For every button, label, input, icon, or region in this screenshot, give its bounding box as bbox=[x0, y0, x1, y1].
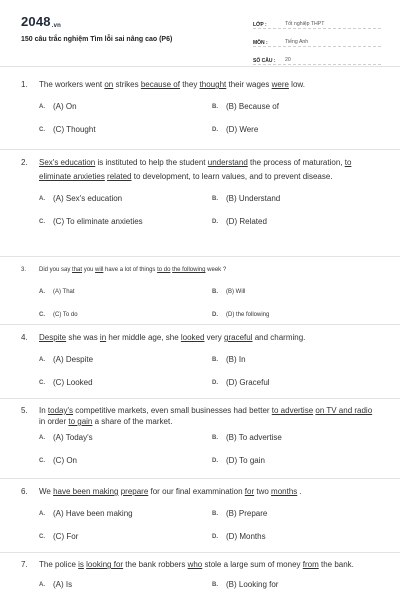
text-segment: The workers went bbox=[39, 80, 105, 89]
question-number: 3. bbox=[21, 267, 27, 273]
option-text: (B) Prepare bbox=[226, 509, 268, 518]
option-text: (D) Months bbox=[226, 532, 266, 541]
question-text bbox=[21, 331, 378, 345]
option-key: A. bbox=[39, 289, 45, 295]
option-text: (B) Looking for bbox=[226, 580, 279, 589]
option-key: A. bbox=[39, 511, 45, 517]
meta-subject-value: Tiếng Anh bbox=[285, 39, 309, 45]
question-number: 2. bbox=[21, 158, 28, 167]
text-segment: to development, to learn values, and to prevent disease. bbox=[131, 172, 333, 181]
option-d[interactable] bbox=[212, 456, 382, 466]
option-key: A. bbox=[39, 435, 45, 441]
underlined-segment: to gain bbox=[68, 417, 93, 426]
option-text: (A) On bbox=[53, 102, 77, 111]
question-text bbox=[21, 405, 378, 427]
underlined-segment: will bbox=[95, 267, 104, 273]
text-segment: in order bbox=[39, 417, 69, 426]
text-segment: We bbox=[39, 487, 54, 496]
question-text bbox=[21, 559, 378, 570]
option-key: C. bbox=[39, 127, 45, 133]
option-text: (C) To do bbox=[53, 312, 78, 318]
option-text: (D) Related bbox=[226, 217, 267, 226]
text-segment: she was bbox=[66, 333, 100, 342]
option-text: (C) Looked bbox=[53, 378, 93, 387]
option-key: C. bbox=[39, 219, 45, 225]
question-number: 1. bbox=[21, 80, 28, 89]
option-b[interactable] bbox=[212, 102, 382, 112]
option-list bbox=[39, 102, 378, 135]
underlined-segment: have been making bbox=[53, 487, 119, 496]
option-text: (B) Understand bbox=[226, 194, 281, 203]
option-list bbox=[39, 287, 378, 320]
question-1 bbox=[0, 78, 400, 150]
option-a[interactable] bbox=[39, 102, 212, 112]
meta-subject-label: MÔN : bbox=[253, 40, 268, 46]
option-b[interactable] bbox=[212, 287, 382, 297]
text-segment: the process of maturation, bbox=[247, 158, 345, 167]
underlined-segment: to eliminate anxieties bbox=[39, 158, 352, 181]
question-6 bbox=[0, 479, 400, 553]
underlined-segment: Sex's education bbox=[39, 158, 96, 167]
text-segment: two bbox=[254, 487, 272, 496]
option-key: A. bbox=[39, 104, 45, 110]
option-b[interactable] bbox=[212, 509, 382, 519]
option-d[interactable] bbox=[212, 217, 382, 227]
question-5 bbox=[0, 399, 400, 479]
option-text: (B) In bbox=[226, 355, 246, 364]
option-b[interactable] bbox=[212, 433, 382, 443]
option-key: A. bbox=[39, 357, 45, 363]
quiz-title: 150 câu trắc nghiệm Tìm lỗi sai nâng cao (P6) bbox=[21, 36, 173, 43]
option-key: D. bbox=[212, 534, 218, 540]
option-key: D. bbox=[212, 312, 218, 318]
question-body bbox=[39, 485, 378, 499]
option-text: (A) Is bbox=[53, 580, 73, 589]
option-text: (C) On bbox=[53, 456, 77, 465]
question-7 bbox=[0, 553, 400, 590]
underlined-segment: to do bbox=[157, 267, 171, 273]
option-text: (A) Despite bbox=[53, 355, 94, 364]
option-text: (A) Sex's education bbox=[53, 194, 123, 203]
question-number: 5. bbox=[21, 406, 28, 415]
option-text: (D) Graceful bbox=[226, 378, 270, 387]
option-key: B. bbox=[212, 196, 218, 202]
meta-subject-row bbox=[253, 32, 381, 47]
text-segment: is instituted to help the student bbox=[95, 158, 208, 167]
option-b[interactable] bbox=[212, 355, 382, 365]
question-number: 7. bbox=[21, 560, 28, 569]
option-list bbox=[39, 509, 378, 542]
option-d[interactable] bbox=[212, 532, 382, 542]
option-list bbox=[39, 194, 378, 227]
option-text: (C) Thought bbox=[53, 125, 96, 134]
text-segment: competitive markets, even small businesses had better bbox=[73, 406, 272, 415]
text-segment: a share of the market. bbox=[92, 417, 173, 426]
text-segment: her middle age, she bbox=[106, 333, 181, 342]
option-text: (B) Will bbox=[226, 289, 246, 295]
option-key: B. bbox=[212, 435, 218, 441]
underlined-segment: months bbox=[271, 487, 298, 496]
question-body bbox=[39, 559, 378, 570]
option-d[interactable] bbox=[212, 310, 382, 320]
text-segment: low. bbox=[288, 80, 305, 89]
question-number: 6. bbox=[21, 487, 28, 496]
text-segment: In bbox=[39, 406, 48, 415]
underlined-segment: for bbox=[244, 487, 255, 496]
option-key: B. bbox=[212, 104, 218, 110]
option-key: D. bbox=[212, 219, 218, 225]
underlined-segment: thought bbox=[199, 80, 227, 89]
text-segment: have a lot of things bbox=[103, 267, 158, 273]
option-key: B. bbox=[212, 582, 218, 588]
option-a[interactable] bbox=[39, 355, 212, 365]
meta-class-value: Tốt nghiệp THPT bbox=[285, 21, 325, 27]
question-3 bbox=[0, 257, 400, 325]
option-key: C. bbox=[39, 380, 45, 386]
site-logo[interactable] bbox=[21, 14, 61, 29]
underlined-segment: prepare bbox=[120, 487, 149, 496]
underlined-segment: is bbox=[78, 560, 84, 569]
question-text bbox=[21, 156, 378, 184]
text-segment: the bank. bbox=[318, 560, 354, 569]
text-segment: strikes bbox=[113, 80, 141, 89]
meta-count-label: SỐ CÂU : bbox=[253, 58, 276, 64]
logo-suffix: .vn bbox=[51, 23, 62, 29]
option-text: (A) Have been making bbox=[53, 509, 133, 518]
meta-count-value: 20 bbox=[285, 57, 291, 63]
option-key: B. bbox=[212, 511, 218, 517]
option-d[interactable] bbox=[212, 125, 382, 135]
option-c[interactable] bbox=[39, 532, 212, 542]
underlined-segment: were bbox=[271, 80, 289, 89]
text-segment: very bbox=[204, 333, 225, 342]
underlined-segment: from bbox=[302, 560, 319, 569]
meta-class-row bbox=[253, 14, 381, 29]
option-key: D. bbox=[212, 380, 218, 386]
question-body bbox=[39, 405, 378, 427]
question-text bbox=[21, 263, 378, 277]
text-segment: Did you say bbox=[39, 267, 73, 273]
quiz-meta bbox=[253, 14, 381, 68]
question-body bbox=[39, 78, 378, 92]
option-a[interactable] bbox=[39, 194, 212, 204]
text-segment: The police bbox=[39, 560, 79, 569]
option-b[interactable] bbox=[212, 194, 382, 204]
text-segment: for our final exammination bbox=[148, 487, 245, 496]
option-key: C. bbox=[39, 312, 45, 318]
underlined-segment: because of bbox=[140, 80, 180, 89]
question-2 bbox=[0, 150, 400, 257]
question-list bbox=[0, 78, 400, 590]
option-key: B. bbox=[212, 357, 218, 363]
option-a[interactable] bbox=[39, 287, 212, 297]
underlined-segment: looking for bbox=[86, 560, 124, 569]
underlined-segment: understand bbox=[207, 158, 248, 167]
question-number: 4. bbox=[21, 333, 28, 342]
text-segment: week ? bbox=[205, 267, 227, 273]
option-c[interactable] bbox=[39, 456, 212, 466]
option-d[interactable] bbox=[212, 378, 382, 388]
option-text: (A) That bbox=[53, 289, 75, 295]
option-key: C. bbox=[39, 534, 45, 540]
option-c[interactable] bbox=[39, 310, 212, 320]
option-text: (B) Because of bbox=[226, 102, 279, 111]
option-key: A. bbox=[39, 582, 45, 588]
underlined-segment: related bbox=[107, 172, 132, 181]
logo-text: 2048 bbox=[21, 14, 51, 29]
option-a[interactable] bbox=[39, 509, 212, 519]
underlined-segment: on bbox=[104, 80, 114, 89]
question-body bbox=[39, 331, 378, 345]
text-segment: the bank robbers bbox=[123, 560, 188, 569]
text-segment: stole a large sum of money bbox=[202, 560, 303, 569]
underlined-segment: today's bbox=[47, 406, 74, 415]
underlined-segment: to advertise bbox=[271, 406, 314, 415]
question-text bbox=[21, 485, 378, 499]
text-segment: they bbox=[179, 80, 200, 89]
option-text: (D) To gain bbox=[226, 456, 265, 465]
option-key: D. bbox=[212, 127, 218, 133]
question-body bbox=[39, 263, 378, 277]
option-list bbox=[39, 580, 378, 590]
option-key: C. bbox=[39, 458, 45, 464]
option-text: (B) To advertise bbox=[226, 433, 282, 442]
text-segment: . bbox=[297, 487, 302, 496]
underlined-segment: Despite bbox=[39, 333, 67, 342]
underlined-segment: on TV and radio bbox=[315, 406, 373, 415]
underlined-segment: the following bbox=[172, 267, 206, 273]
underlined-segment: graceful bbox=[224, 333, 253, 342]
option-c[interactable] bbox=[39, 378, 212, 388]
underlined-segment: that bbox=[72, 267, 83, 273]
option-key: D. bbox=[212, 458, 218, 464]
option-key: B. bbox=[212, 289, 218, 295]
underlined-segment: looked bbox=[180, 333, 205, 342]
option-a[interactable] bbox=[39, 433, 212, 443]
option-text: (C) To eliminate anxieties bbox=[53, 217, 143, 226]
meta-class-label: LỚP : bbox=[253, 22, 267, 28]
option-c[interactable] bbox=[39, 217, 212, 227]
option-b[interactable] bbox=[212, 580, 382, 590]
option-list bbox=[39, 355, 378, 388]
option-c[interactable] bbox=[39, 125, 212, 135]
meta-count-row bbox=[253, 50, 381, 65]
question-body bbox=[39, 156, 378, 184]
text-segment: you bbox=[82, 267, 96, 273]
underlined-segment: who bbox=[187, 560, 203, 569]
text-segment: their wages bbox=[226, 80, 272, 89]
option-text: (C) For bbox=[53, 532, 79, 541]
question-4 bbox=[0, 325, 400, 399]
underlined-segment: in bbox=[99, 333, 107, 342]
option-key: A. bbox=[39, 196, 45, 202]
question-text bbox=[21, 78, 378, 92]
option-list bbox=[39, 433, 378, 466]
option-text: (D) the following bbox=[226, 312, 270, 318]
page-header bbox=[0, 0, 400, 67]
option-a[interactable] bbox=[39, 580, 212, 590]
text-segment: and charming. bbox=[252, 333, 306, 342]
option-text: (A) Today's bbox=[53, 433, 93, 442]
option-text: (D) Were bbox=[226, 125, 259, 134]
